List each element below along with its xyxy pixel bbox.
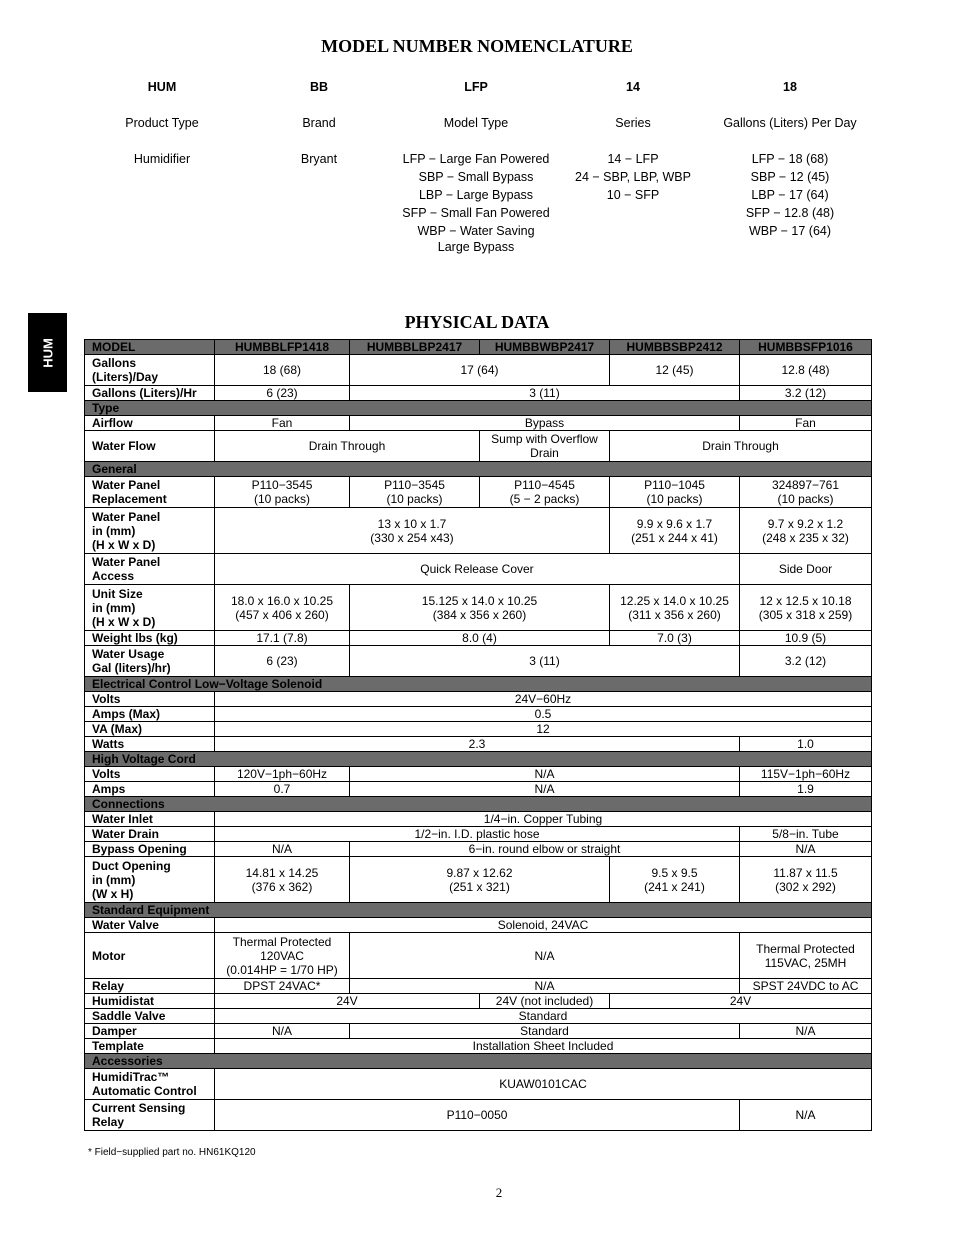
section-header-cell: General xyxy=(85,462,872,477)
table-cell: 6 (23) xyxy=(215,646,350,677)
table-cell: 120V−1ph−60Hz xyxy=(215,767,350,782)
nomenclature-value: Bryant xyxy=(300,152,338,166)
table-section-header xyxy=(85,752,872,767)
row-label: Saddle Valve xyxy=(85,1009,215,1024)
table-cell: N/A xyxy=(215,1024,350,1039)
table-cell: 3 (11) xyxy=(350,646,740,677)
row-label: Water Inlet xyxy=(85,812,215,827)
row-label: Damper xyxy=(85,1024,215,1039)
row-label: Water Usage Gal (liters)/hr) xyxy=(85,646,215,677)
table-cell: Drain Through xyxy=(610,431,872,462)
table-cell: Fan xyxy=(740,416,872,431)
table-row xyxy=(85,1039,872,1054)
nomenclature-value: LFP − 18 (68) xyxy=(751,152,829,166)
table-cell: P110−1045 (10 packs) xyxy=(610,477,740,508)
section-header-cell: Standard Equipment xyxy=(85,903,872,918)
row-label: Unit Size in (mm) (H x W x D) xyxy=(85,585,215,631)
row-label: Volts xyxy=(85,767,215,782)
row-label: Gallons (Liters)/Day xyxy=(85,355,215,386)
column-header-model-number: HUMBBSBP2412 xyxy=(610,340,740,355)
row-label: Water Valve xyxy=(85,918,215,933)
row-label: Watts xyxy=(85,737,215,752)
table-row xyxy=(85,933,872,979)
nomenclature-code: LFP xyxy=(464,80,488,94)
table-cell: N/A xyxy=(740,1100,872,1131)
table-row xyxy=(85,979,872,994)
table-row xyxy=(85,707,872,722)
nomenclature-code: 18 xyxy=(783,80,797,94)
row-label: Airflow xyxy=(85,416,215,431)
table-cell: P110−4545 (5 − 2 packs) xyxy=(480,477,610,508)
table-row xyxy=(85,386,872,401)
table-cell: P110−3545 (10 packs) xyxy=(215,477,350,508)
row-label: Water Panel Access xyxy=(85,554,215,585)
table-row xyxy=(85,1009,872,1024)
row-label: Water Panel Replacement xyxy=(85,477,215,508)
row-label: Relay xyxy=(85,979,215,994)
nomenclature-code: HUM xyxy=(147,80,177,94)
table-cell: 12 x 12.5 x 10.18 (305 x 318 x 259) xyxy=(740,585,872,631)
table-cell: DPST 24VAC* xyxy=(215,979,350,994)
nomenclature-value: LBP − 17 (64) xyxy=(751,188,829,202)
table-cell: 18 (68) xyxy=(215,355,350,386)
table-cell: 6−in. round elbow or straight xyxy=(350,842,740,857)
table-cell: 24V (not included) xyxy=(480,994,610,1009)
table-cell: Side Door xyxy=(740,554,872,585)
nomenclature-label: Gallons (Liters) Per Day xyxy=(723,116,857,130)
table-cell: 5/8−in. Tube xyxy=(740,827,872,842)
table-header-row xyxy=(85,340,872,355)
table-row xyxy=(85,767,872,782)
physical-data-table xyxy=(84,339,872,1131)
table-cell: Quick Release Cover xyxy=(215,554,740,585)
column-header-model-number: HUMBBWBP2417 xyxy=(480,340,610,355)
row-label: Water Flow xyxy=(85,431,215,462)
table-cell: 11.87 x 11.5 (302 x 292) xyxy=(740,857,872,903)
table-cell: Fan xyxy=(215,416,350,431)
table-row xyxy=(85,585,872,631)
nomenclature-column xyxy=(386,78,566,254)
table-cell: 24V−60Hz xyxy=(215,692,872,707)
nomenclature-value: SBP − 12 (45) xyxy=(750,170,830,184)
table-section-header xyxy=(85,677,872,692)
table-row xyxy=(85,431,872,462)
table-cell: Installation Sheet Included xyxy=(215,1039,872,1054)
table-cell: 17.1 (7.8) xyxy=(215,631,350,646)
table-cell: Thermal Protected 115VAC, 25MH xyxy=(740,933,872,979)
nomenclature-value: LBP − Large Bypass xyxy=(418,188,534,202)
table-cell: 9.5 x 9.5 (241 x 241) xyxy=(610,857,740,903)
nomenclature-label: Product Type xyxy=(125,116,199,130)
row-label: Template xyxy=(85,1039,215,1054)
table-row xyxy=(85,827,872,842)
nomenclature-value: 10 − SFP xyxy=(606,188,660,202)
table-cell: 1.0 xyxy=(740,737,872,752)
table-row xyxy=(85,355,872,386)
table-cell: P110−3545 (10 packs) xyxy=(350,477,480,508)
table-cell: 6 (23) xyxy=(215,386,350,401)
table-cell: 14.81 x 14.25 (376 x 362) xyxy=(215,857,350,903)
table-cell: N/A xyxy=(350,782,740,797)
table-cell: 1/4−in. Copper Tubing xyxy=(215,812,872,827)
nomenclature-label: Brand xyxy=(302,116,336,130)
nomenclature-column xyxy=(259,78,379,168)
column-header-model-number: HUMBBSFP1016 xyxy=(740,340,872,355)
row-label: VA (Max) xyxy=(85,722,215,737)
table-cell: Standard xyxy=(350,1024,740,1039)
nomenclature-value: SBP − Small Bypass xyxy=(418,170,534,184)
row-label: Water Drain xyxy=(85,827,215,842)
table-cell: 324897−761 (10 packs) xyxy=(740,477,872,508)
row-label: HumidiTrac™ Automatic Control xyxy=(85,1069,215,1100)
table-cell: 1/2−in. I.D. plastic hose xyxy=(215,827,740,842)
row-label: Volts xyxy=(85,692,215,707)
table-section-header xyxy=(85,401,872,416)
table-row xyxy=(85,1069,872,1100)
table-row xyxy=(85,416,872,431)
table-cell: N/A xyxy=(215,842,350,857)
nomenclature-value: LFP − Large Fan Powered xyxy=(402,152,550,166)
nomenclature-value: Large Bypass xyxy=(437,240,515,254)
table-section-header xyxy=(85,462,872,477)
table-cell: 18.0 x 16.0 x 10.25 (457 x 406 x 260) xyxy=(215,585,350,631)
row-label: Duct Opening in (mm) (W x H) xyxy=(85,857,215,903)
section-header-cell: High Voltage Cord xyxy=(85,752,872,767)
nomenclature-value: WBP − Water Saving xyxy=(417,224,535,238)
table-cell: 24V xyxy=(610,994,872,1009)
nomenclature-label: Series xyxy=(615,116,651,130)
table-cell: 8.0 (4) xyxy=(350,631,610,646)
row-label: Motor xyxy=(85,933,215,979)
table-cell: 12 (45) xyxy=(610,355,740,386)
table-cell: N/A xyxy=(350,933,740,979)
table-row xyxy=(85,994,872,1009)
table-row xyxy=(85,918,872,933)
table-cell: 1.9 xyxy=(740,782,872,797)
section-header-cell: Electrical Control Low−Voltage Solenoid xyxy=(85,677,872,692)
table-cell: 12 xyxy=(215,722,872,737)
table-section-header xyxy=(85,1054,872,1069)
table-row xyxy=(85,554,872,585)
table-cell: 9.87 x 12.62 (251 x 321) xyxy=(350,857,610,903)
table-cell: N/A xyxy=(350,767,740,782)
physical-data-title: PHYSICAL DATA xyxy=(404,312,550,332)
table-cell: N/A xyxy=(740,1024,872,1039)
nomenclature-column xyxy=(563,78,703,204)
nomenclature-column xyxy=(102,78,222,168)
table-cell: 13 x 10 x 1.7 (330 x 254 x43) xyxy=(215,508,610,554)
table-cell: Drain Through xyxy=(215,431,480,462)
table-row xyxy=(85,782,872,797)
table-row xyxy=(85,646,872,677)
table-cell: 115V−1ph−60Hz xyxy=(740,767,872,782)
table-cell: 15.125 x 14.0 x 10.25 (384 x 356 x 260) xyxy=(350,585,610,631)
table-cell: Solenoid, 24VAC xyxy=(215,918,872,933)
nomenclature-label: Model Type xyxy=(443,116,509,130)
table-cell: 10.9 (5) xyxy=(740,631,872,646)
section-header-cell: Accessories xyxy=(85,1054,872,1069)
nomenclature-column xyxy=(715,78,865,240)
page-number: 2 xyxy=(495,1185,503,1200)
row-label: Humidistat xyxy=(85,994,215,1009)
table-row xyxy=(85,737,872,752)
section-header-cell: Type xyxy=(85,401,872,416)
table-cell: 7.0 (3) xyxy=(610,631,740,646)
row-label: Amps (Max) xyxy=(85,707,215,722)
table-row xyxy=(85,508,872,554)
nomenclature-value: 14 − LFP xyxy=(607,152,659,166)
column-header-model-number: HUMBBLFP1418 xyxy=(215,340,350,355)
table-section-header xyxy=(85,797,872,812)
nomenclature-value: WBP − 17 (64) xyxy=(748,224,832,238)
nomenclature-code: BB xyxy=(309,80,329,94)
nomenclature-code: 14 xyxy=(626,80,640,94)
table-cell: Bypass xyxy=(350,416,740,431)
table-cell: 24V xyxy=(215,994,480,1009)
table-cell: Sump with Overflow Drain xyxy=(480,431,610,462)
table-cell: 0.7 xyxy=(215,782,350,797)
nomenclature-value: SFP − Small Fan Powered xyxy=(402,206,550,220)
table-cell: 12.8 (48) xyxy=(740,355,872,386)
table-row xyxy=(85,1100,872,1131)
table-cell: 9.9 x 9.6 x 1.7 (251 x 244 x 41) xyxy=(610,508,740,554)
table-cell: Standard xyxy=(215,1009,872,1024)
row-label: Current Sensing Relay xyxy=(85,1100,215,1131)
table-row xyxy=(85,477,872,508)
row-label: Amps xyxy=(85,782,215,797)
nomenclature-title: MODEL NUMBER NOMENCLATURE xyxy=(321,36,633,56)
table-cell: N/A xyxy=(350,979,740,994)
footnote: * Field−supplied part no. HN61KQ120 xyxy=(88,1147,256,1158)
table-cell: 3.2 (12) xyxy=(740,386,872,401)
side-tab-label: HUM xyxy=(40,337,55,368)
table-cell: 2.3 xyxy=(215,737,740,752)
table-cell: N/A xyxy=(740,842,872,857)
table-cell: 9.7 x 9.2 x 1.2 (248 x 235 x 32) xyxy=(740,508,872,554)
table-cell: 3.2 (12) xyxy=(740,646,872,677)
table-row xyxy=(85,812,872,827)
table-cell: 3 (11) xyxy=(350,386,740,401)
row-label: Gallons (Liters)/Hr xyxy=(85,386,215,401)
row-label: Water Panel in (mm) (H x W x D) xyxy=(85,508,215,554)
table-cell: SPST 24VDC to AC xyxy=(740,979,872,994)
table-row xyxy=(85,722,872,737)
table-cell: 17 (64) xyxy=(350,355,610,386)
nomenclature-value: 24 − SBP, LBP, WBP xyxy=(575,170,691,184)
nomenclature-value: Humidifier xyxy=(133,152,191,166)
table-row xyxy=(85,631,872,646)
table-cell: 0.5 xyxy=(215,707,872,722)
row-label: Bypass Opening xyxy=(85,842,215,857)
table-row xyxy=(85,1024,872,1039)
table-cell: 12.25 x 14.0 x 10.25 (311 x 356 x 260) xyxy=(610,585,740,631)
table-cell: Thermal Protected 120VAC (0.014HP = 1/70 HP) xyxy=(215,933,350,979)
table-row xyxy=(85,842,872,857)
table-row xyxy=(85,857,872,903)
table-cell: P110−0050 xyxy=(215,1100,740,1131)
section-header-cell: Connections xyxy=(85,797,872,812)
table-section-header xyxy=(85,903,872,918)
nomenclature-value: SFP − 12.8 (48) xyxy=(745,206,835,220)
column-header-model: MODEL xyxy=(85,340,215,355)
table-cell: KUAW0101CAC xyxy=(215,1069,872,1100)
table-row xyxy=(85,692,872,707)
row-label: Weight lbs (kg) xyxy=(85,631,215,646)
column-header-model-number: HUMBBLBP2417 xyxy=(350,340,480,355)
